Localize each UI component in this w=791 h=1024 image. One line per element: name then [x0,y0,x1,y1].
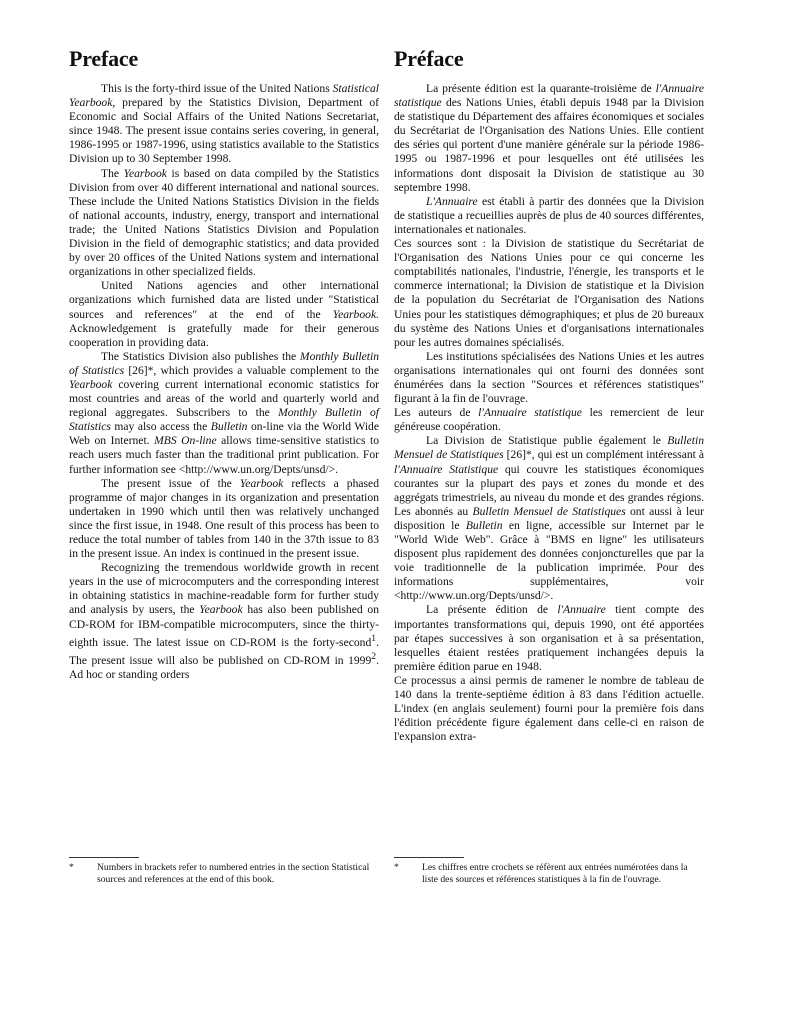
paragraph: The Yearbook is based on data compiled by the Statistics Division from over 40 different international and national sources. These include the United Nations Statistics Division in the fields of national accounts, industry, energy, transport and international trade; the United Nations Statistics Division and Population Division in the field of demographic statistics; and data provided by over 20 offices of the United Nations system and international organizations in other specialized fields. [69,166,379,279]
paragraph: Ce processus a ainsi permis de ramener le nombre de tableau de 140 dans la trente-septième édition à 83 dans l'édition actuelle. L'index (en anglais seulement) fourni pour la première fois dans l'édition précédente figure également dans celle-ci en raison de l'expansion extra- [394,673,704,744]
page-title-preface-fr: Préface [394,46,464,71]
paragraph: La présente édition de l'Annuaire tient compte des importantes transformations qui, depuis 1990, ont été apportées par étapes successives à son organisation et à sa présentation, lesquelles étaient restées pratiquement inchangées depuis la première édition parue en 1948. [394,603,704,673]
paragraph: Les institutions spécialisées des Nations Unies et les autres organisations internationales qui ont fourni des données sont énumérées dans la section "Sources et références statistiques" figurant à la fin de l'ouvrage. [394,349,704,406]
footnote-row [69,862,379,885]
footnote-french [394,857,704,885]
paragraph: United Nations agencies and other international organizations which furnished data are listed under "Statistical sources and references" at the end of the Yearbook. Acknowledgement is gratefully made for their generous cooperation in providing data. [69,279,379,349]
footnote-english [69,857,379,885]
paragraph: This is the forty-third issue of the United Nations Statistical Yearbook, prepared by the Statistics Division, Department of Economic and Social Affairs of the United Nations Secretariat, since 1948. The present issue contains series covering, in general, 1986-1995 or 1987-1996, using statistics available to the Statistics Division up to 30 September 1998. [69,82,379,166]
footnote-divider [69,857,139,858]
preface-column-english [69,46,379,682]
paragraph: La présente édition est la quarante-troisième de l'Annuaire statistique des Nations Unies, établi depuis 1948 par la Division de statistique du Département des affaires économiques et sociales du Secrétariat de l'Organisation des Nations Unies. Elle contient des séries qui portent d'une manière générale sur la période 1986-1995 ou 1987-1996 et pour lesquelles ont été utilisées les informations dont disposait la Division de statistique au 30 septembre 1998. [394,82,704,194]
page-title-preface: Preface [69,46,139,71]
preface-column-french [394,46,704,744]
preface-body-english [69,82,379,682]
paragraph: The Statistics Division also publishes the Monthly Bulletin of Statistics [26]*, which provides a valuable complement to the Yearbook covering current international economic statistics for most countries and areas of the world and quarterly world and regional aggregates. Subscribers to the Monthly Bulletin of Statistics may also access the Bulletin on-line via the World Wide Web on Internet. MBS On-line allows time-sensitive statistics to reach users much faster than the traditional print publication. For further information see <http://www.un.org/Depts/unsd/>. [69,349,380,476]
paragraph: La Division de Statistique publie également le Bulletin Mensuel de Statistiques [26]*, qui est un complément intéressant à l'Annuaire Statistique qui couvre les statistiques économiques courantes sur la plupart des pays et zones du monde et des aggrégats trimestriels, au niveau du monde et des grandes régions. Les abonnés au Bulletin Mensuel de Statistiques ont aussi à leur disposition le Bulletin en ligne, accessible sur Internet par le "World Wide Web". Grâce à "BMS en ligne" les utilisateurs disposent plus rapidement des données conjoncturelles que par la voie traditionnelle de la publication imprimée. Pour des informations supplémentaires, voir <http://www.un.org/Depts/unsd/>. [394,434,704,603]
footnote-text: Numbers in brackets refer to numbered entries in the section Statistical sources and references at the end of this book. [97,862,370,885]
paragraph: Recognizing the tremendous worldwide growth in recent years in the use of microcomputers and the corresponding interest in obtaining statistics in machine-readable form for further study and analysis by users, the Yearbook has also been published on CD-ROM for IBM-compatible microcomputers, since the thirty-eighth issue. The latest issue on CD-ROM is the forty-second$^1$. The present issue will also be published on CD-ROM in 1999$^2$. Ad hoc or standing orders [69,561,379,681]
footnote-text: Les chiffres entre crochets se réfèrent aux entrées numérotées dans la liste des sources et références statistiques à la fin de l'ouvrage. [422,862,688,885]
footnote-mark: * [394,862,399,873]
footnote-divider [394,857,464,858]
paragraph: Ces sources sont : la Division de statistique du Secrétariat de l'Organisation des Nations Unies pour ce qui concerne les comptabilités nationales, l'industrie, l'énergie, les transports et le commerce international; la Division de statistique et la Division de la population du Secrétariat de l'Organisation des Nations Unies pour les statistiques démographiques; et plus de 20 bureaux du système des Nations Unies et d'organisations internationales pour les autres domaines spécialisés. [394,237,704,349]
footnote-row [394,862,704,885]
paragraph: Les auteurs de l'Annuaire statistique les remercient de leur généreuse coopération. [394,406,705,434]
paragraph: L'Annuaire est établi à partir des données que la Division de statistique a recueillies auprès de plus de 40 sources différentes, internationales et nationales. [394,194,704,236]
paragraph: The present issue of the Yearbook reflects a phased programme of major changes in its organization and presentation undertaken in 1990 which until then was relatively unchanged since the first issue, in 1948. One result of this process has been to reduce the total number of tables from 140 in the 37th issue to 83 in the present issue. An index is continued in the present issue. [69,476,379,561]
preface-body-french [394,82,704,744]
footnote-mark: * [69,862,74,873]
